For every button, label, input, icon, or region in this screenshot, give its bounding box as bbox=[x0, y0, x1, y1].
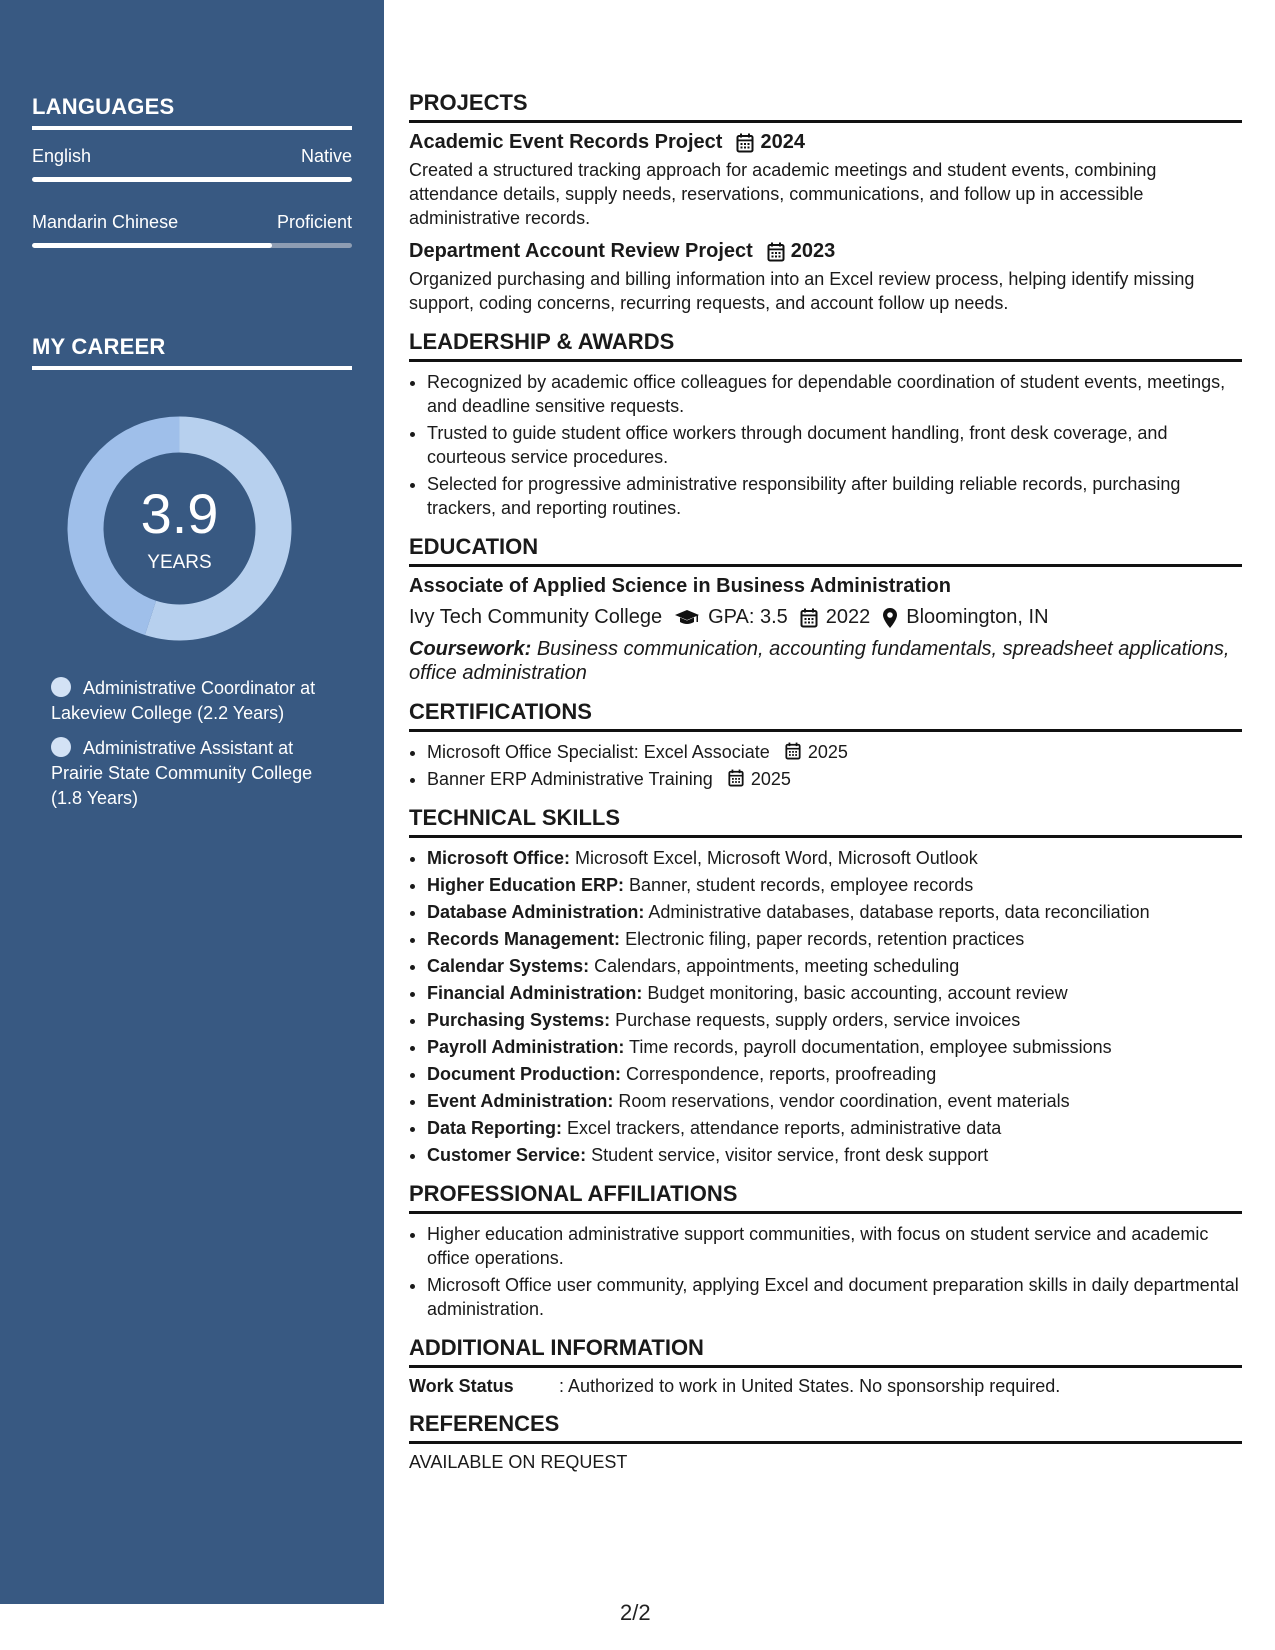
career-dot-icon bbox=[51, 737, 71, 757]
language-name: Mandarin Chinese bbox=[32, 212, 179, 232]
career-total-unit: YEARS bbox=[147, 552, 212, 573]
additional-heading: ADDITIONAL INFORMATION bbox=[409, 1335, 1242, 1368]
affiliations-list bbox=[409, 1222, 1242, 1321]
list-item bbox=[427, 1035, 1242, 1059]
gpa: GPA: 3.5 bbox=[708, 606, 788, 628]
skills-heading: TECHNICAL SKILLS bbox=[409, 805, 1242, 838]
career-section bbox=[32, 334, 352, 370]
certifications-section bbox=[409, 699, 1242, 791]
list-item bbox=[427, 740, 1242, 764]
skill-value: Budget monitoring, basic accounting, account review bbox=[647, 983, 1068, 1003]
skill-label: Event Administration: bbox=[427, 1091, 614, 1111]
coursework-label: Coursework: bbox=[409, 638, 532, 660]
school-location: Bloomington, IN bbox=[906, 606, 1049, 628]
graduation-cap-icon bbox=[674, 608, 700, 628]
list-item bbox=[427, 927, 1242, 951]
language-proficiency-fill bbox=[32, 243, 272, 248]
language-name: English bbox=[32, 146, 92, 166]
career-heading: MY CAREER bbox=[32, 334, 352, 370]
list-item bbox=[427, 846, 1242, 870]
work-status-row bbox=[409, 1376, 1242, 1397]
list-item: • Selected for progressive administrative responsibility after building reliable records, purchasing trackers, and reporting routines. bbox=[427, 472, 1242, 520]
language-item bbox=[32, 146, 352, 182]
career-item-text: Administrative Assistant at Prairie State Community College (1.8 Years) bbox=[51, 738, 313, 808]
affiliations-section bbox=[409, 1181, 1242, 1321]
page-number: 2/2 bbox=[620, 1600, 651, 1625]
project-title: Academic Event Records Project bbox=[409, 131, 723, 153]
list-item bbox=[427, 954, 1242, 978]
skill-value: Student service, visitor service, front desk support bbox=[591, 1145, 989, 1165]
list-item: • Trusted to guide student office workers through document handling, front desk coverage, and courteous service procedures. bbox=[427, 421, 1242, 469]
career-item-text: Administrative Coordinator at Lakeview College (2.2 Years) bbox=[51, 678, 316, 723]
education-details bbox=[409, 606, 1242, 629]
skill-label: Higher Education ERP: bbox=[427, 875, 625, 895]
skill-label: Financial Administration: bbox=[427, 983, 643, 1003]
skill-label: Records Management: bbox=[427, 929, 621, 949]
list-item: • Recognized by academic office colleagues for dependable coordination of student events, meetings, and deadline sensitive requests. bbox=[427, 370, 1242, 418]
project-item bbox=[409, 131, 1242, 230]
languages-section bbox=[32, 94, 352, 248]
calendar-icon bbox=[728, 769, 744, 787]
career-list bbox=[51, 676, 341, 821]
list-item bbox=[427, 767, 1242, 791]
certification-year: 2025 bbox=[807, 742, 848, 762]
degree-title: Associate of Applied Science in Business Administration bbox=[409, 575, 951, 597]
project-description: Organized purchasing and billing information into an Excel review process, helping identify missing support, coding concerns, recurring requests, and account follow up needs. bbox=[409, 269, 1195, 313]
leadership-section bbox=[409, 329, 1242, 520]
project-item bbox=[409, 240, 1242, 315]
project-description: Created a structured tracking approach for academic meetings and student events, combining attendance details, supply needs, reservations, communications, and follow up in accessible administrative records. bbox=[409, 160, 1157, 228]
skill-label: Calendar Systems: bbox=[427, 956, 590, 976]
references-section bbox=[409, 1411, 1242, 1473]
skill-value: Banner, student records, employee records bbox=[629, 875, 974, 895]
language-item bbox=[32, 212, 352, 248]
list-item bbox=[427, 900, 1242, 924]
leadership-list bbox=[409, 370, 1242, 520]
project-year: 2023 bbox=[790, 240, 836, 262]
list-item bbox=[427, 1008, 1242, 1032]
career-item bbox=[51, 676, 341, 726]
career-item bbox=[51, 736, 341, 811]
sidebar bbox=[0, 0, 384, 1604]
calendar-icon bbox=[736, 133, 754, 153]
projects-section bbox=[409, 90, 1242, 315]
list-item bbox=[427, 873, 1242, 897]
list-item bbox=[427, 981, 1242, 1005]
list-item bbox=[427, 1143, 1242, 1167]
coursework bbox=[409, 637, 1242, 685]
calendar-icon bbox=[767, 242, 785, 262]
language-proficiency-bar bbox=[32, 177, 352, 182]
skill-label: Microsoft Office: bbox=[427, 848, 571, 868]
location-pin-icon bbox=[882, 607, 898, 629]
career-total bbox=[67, 416, 292, 641]
coursework-text: Business communication, accounting fundamentals, spreadsheet applications, office administration bbox=[409, 638, 1230, 684]
certification-name: Banner ERP Administrative Training bbox=[427, 769, 713, 789]
references-heading: REFERENCES bbox=[409, 1411, 1242, 1444]
skill-value: Purchase requests, supply orders, service invoices bbox=[615, 1010, 1021, 1030]
education-heading: EDUCATION bbox=[409, 534, 1242, 567]
skill-value: Excel trackers, attendance reports, administrative data bbox=[567, 1118, 1002, 1138]
calendar-icon bbox=[800, 608, 818, 628]
work-status-value: : Authorized to work in United States. No sponsorship required. bbox=[559, 1376, 1061, 1396]
main-content bbox=[409, 90, 1242, 1487]
education-section bbox=[409, 534, 1242, 685]
additional-section bbox=[409, 1335, 1242, 1397]
project-year: 2024 bbox=[760, 131, 805, 153]
language-level: Native bbox=[300, 146, 352, 166]
list-item: • Higher education administrative support communities, with focus on student service and academic office operations. bbox=[427, 1222, 1242, 1270]
skill-label: Purchasing Systems: bbox=[427, 1010, 611, 1030]
certification-name: Microsoft Office Specialist: Excel Associate bbox=[427, 742, 770, 762]
affiliations-heading: PROFESSIONAL AFFILIATIONS bbox=[409, 1181, 1242, 1214]
skill-value: Microsoft Excel, Microsoft Word, Microsoft Outlook bbox=[575, 848, 978, 868]
list-item: • Microsoft Office user community, applying Excel and document preparation skills in daily departmental administration. bbox=[427, 1273, 1242, 1321]
skill-value: Administrative databases, database reports, data reconciliation bbox=[648, 902, 1150, 922]
work-status-label: Work Status bbox=[409, 1376, 514, 1396]
calendar-icon bbox=[785, 742, 801, 760]
career-total-value: 3.9 bbox=[140, 482, 219, 545]
skill-label: Database Administration: bbox=[427, 902, 645, 922]
projects-heading: PROJECTS bbox=[409, 90, 1242, 123]
language-level: Proficient bbox=[276, 212, 352, 232]
list-item bbox=[427, 1089, 1242, 1113]
project-title: Department Account Review Project bbox=[409, 240, 753, 262]
skill-value: Electronic filing, paper records, retention practices bbox=[625, 929, 1025, 949]
references-text: AVAILABLE ON REQUEST bbox=[409, 1452, 628, 1472]
skill-label: Document Production: bbox=[427, 1064, 621, 1084]
career-dot-icon bbox=[51, 677, 71, 697]
languages-heading: LANGUAGES bbox=[32, 94, 352, 130]
school-name: Ivy Tech Community College bbox=[409, 606, 663, 628]
skills-list bbox=[409, 846, 1242, 1167]
skill-value: Correspondence, reports, proofreading bbox=[626, 1064, 937, 1084]
skill-value: Calendars, appointments, meeting scheduling bbox=[594, 956, 960, 976]
language-proficiency-bar bbox=[32, 243, 352, 248]
certifications-heading: CERTIFICATIONS bbox=[409, 699, 1242, 732]
leadership-heading: LEADERSHIP & AWARDS bbox=[409, 329, 1242, 362]
skill-label: Customer Service: bbox=[427, 1145, 587, 1165]
graduation-year: 2022 bbox=[825, 606, 871, 628]
certifications-list bbox=[409, 740, 1242, 791]
skill-value: Room reservations, vendor coordination, event materials bbox=[618, 1091, 1070, 1111]
language-proficiency-fill bbox=[32, 177, 352, 182]
skills-section bbox=[409, 805, 1242, 1167]
list-item bbox=[427, 1116, 1242, 1140]
skill-value: Time records, payroll documentation, employee submissions bbox=[629, 1037, 1112, 1057]
skill-label: Payroll Administration: bbox=[427, 1037, 625, 1057]
certification-year: 2025 bbox=[750, 769, 791, 789]
list-item bbox=[427, 1062, 1242, 1086]
skill-label: Data Reporting: bbox=[427, 1118, 562, 1138]
